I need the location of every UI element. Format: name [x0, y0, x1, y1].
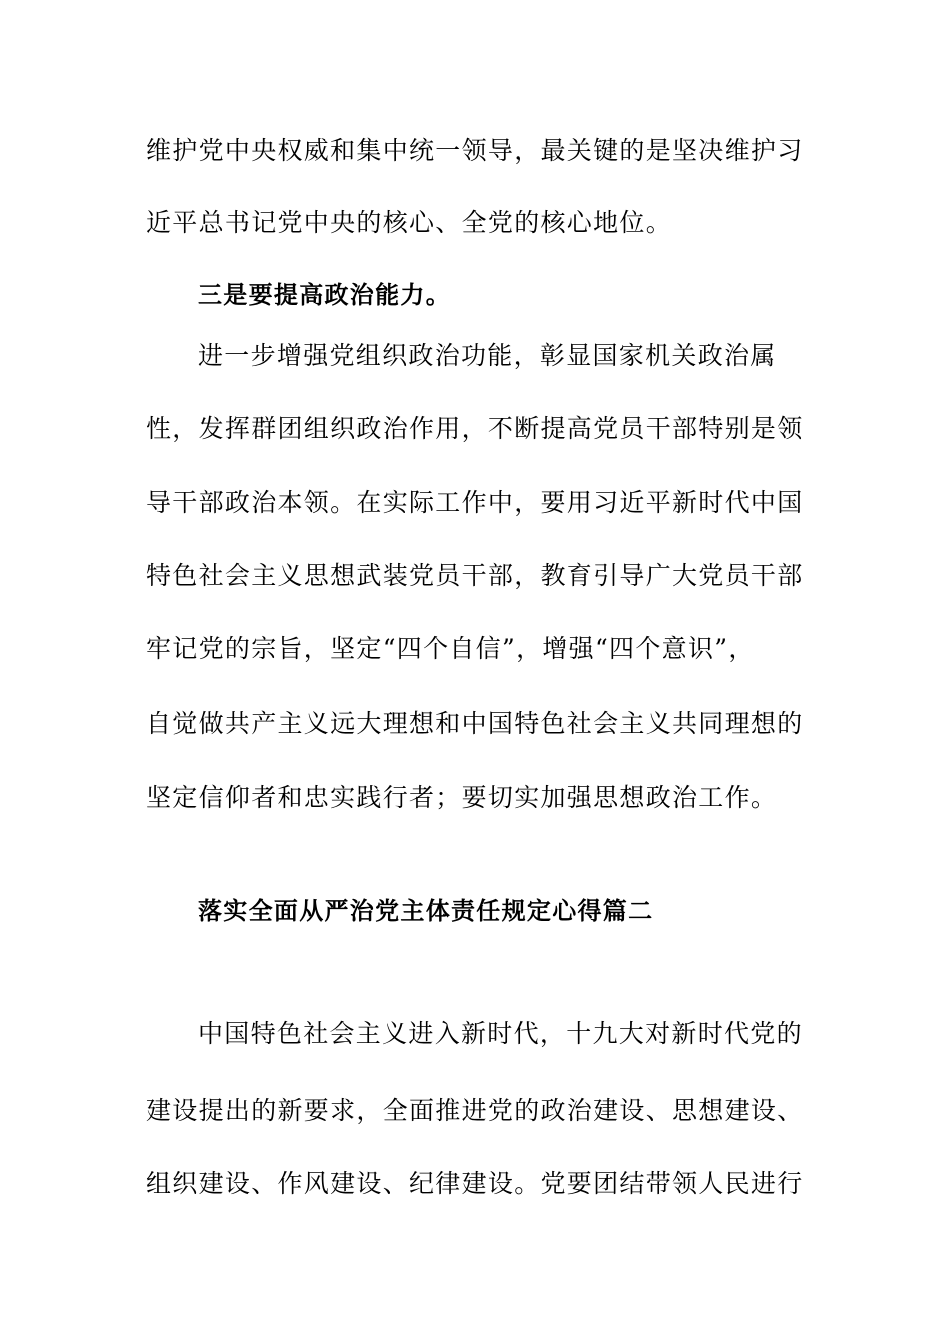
paragraph-line: 自觉做共产主义远大理想和中国特色社会主义共同理想的: [146, 709, 804, 738]
section-heading: 三是要提高政治能力。: [198, 281, 451, 309]
paragraph-line: 组织建设、作风建设、纪律建设。党要团结带领人民进行: [146, 1169, 804, 1198]
paragraph-line: 牢记党的宗旨，坚定“四个自信”，增强“四个意识”，: [146, 634, 755, 663]
article-title: 落实全面从严治党主体责任规定心得篇二: [198, 897, 654, 925]
paragraph-line: 中国特色社会主义进入新时代，十九大对新时代党的: [198, 1019, 803, 1048]
paragraph-line: 维护党中央权威和集中统一领导，最关键的是坚决维护习: [146, 136, 804, 165]
paragraph-line: 近平总书记党中央的核心、全党的核心地位。: [146, 208, 673, 237]
paragraph-line: 坚定信仰者和忠实践行者；要切实加强思想政治工作。: [146, 783, 778, 812]
paragraph-line: 导干部政治本领。在实际工作中，要用习近平新时代中国: [146, 488, 804, 517]
paragraph-line: 性，发挥群团组织政治作用，不断提高党员干部特别是领: [146, 414, 804, 443]
paragraph-line: 特色社会主义思想武装党员干部，教育引导广大党员干部: [146, 561, 804, 590]
paragraph-line: 建设提出的新要求，全面推进党的政治建设、思想建设、: [146, 1096, 804, 1125]
paragraph-line: 进一步增强党组织政治功能，彰显国家机关政治属: [198, 341, 777, 370]
